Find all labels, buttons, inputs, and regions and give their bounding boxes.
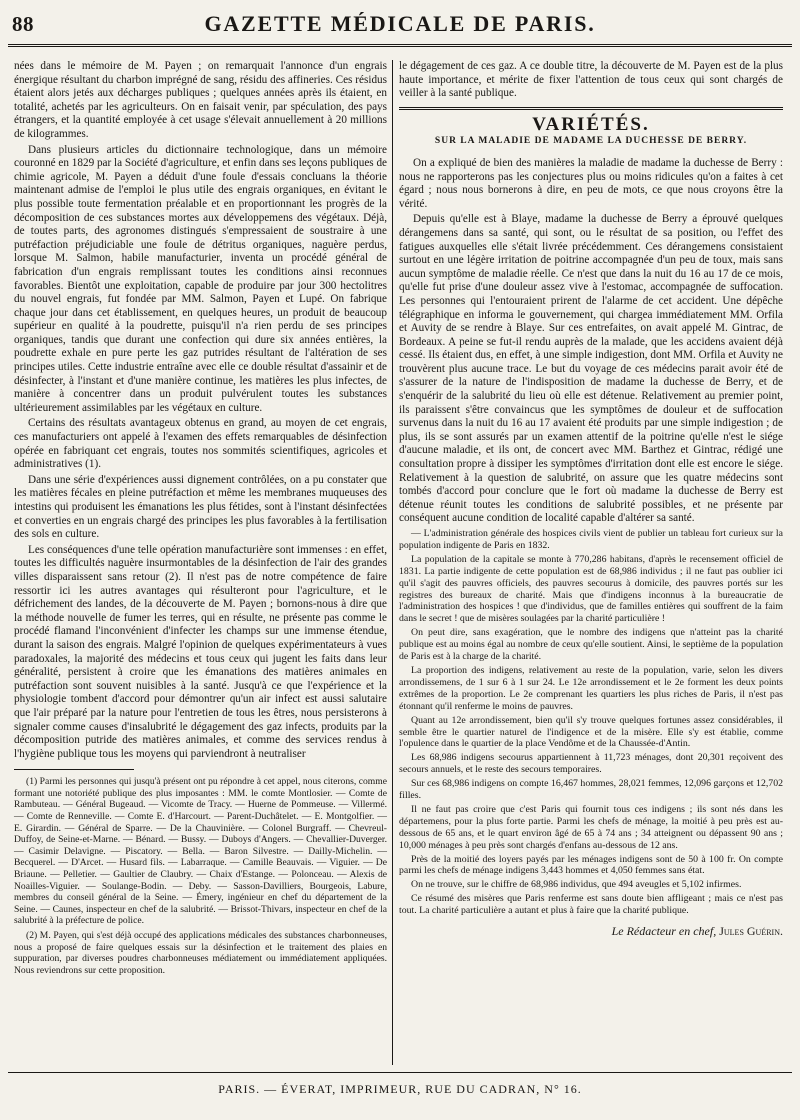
news-paragraph: Quant au 12e arrondissement, bien qu'il s'y trouve quelques fortunes assez considérables, il semble être le quartier naturel de l'indigence et de la misère. Elle s'y est établie, comme l'opulence dans le quartier de la place Vendôme et de la Chaussée-d'Antin. <box>399 714 783 750</box>
editor-signature <box>399 925 783 939</box>
section-rule <box>399 107 783 110</box>
footnote: (1) Parmi les personnes qui jusqu'à présent ont pu répondre à cet appel, nous citerons, comme formant une notoriété publique des plus imposantes : MM. le comte Montlosier. — Comte de Rambuteau. — Général Bugeaud. — Vicomte de Tracy. — Huerne de Pommeuse. — Villermé. — Comte de Renneville. — Comte E. d'Harcourt. — Parent-Duchâtelet. — E. Montgolfier. — E. Girardin. — Général de Sparre. — De la Chauvinière. — Colonel Burgraff. — Chevreul-Duffoy, de Seine-et-Marne. — Bénard. — Bussy. — Duboys d'Angers. — Chevallier-Duverger. — Casimir Delavigne. — Piscatory. — Bella. — Baron Silvestre. — Dailly-Michelin. — Becquerel. — D'Arcet. — Husard fils. — Labarraque. — Camille Beauvais. — Viguier. — De Briaune. — Pelletier. — Gaultier de Claubry. — Chaix d'Estange. — Polonceau. — Alexis de Noailles-Viguier. — Soulange-Bodin. — Deby. — Sasson-Davilliers, Bourgeois, Labure, membres du conseil général de la Seine. — Émery, ingénieur en chef du département de la Seine. — Caunes, inspecteur en chef de la salubrité. — Brissot-Thivars, inspecteur en chef de la salubrité à la préfecture de police. <box>14 776 387 927</box>
footnote: (2) M. Payen, qui s'est déjà occupé des applications médicales des substances charbonneuses, nous a proposé de faire quelques essais sur la désinfection et le traitement des plaies en suppuration, par diverses poudres charbonneuses médiatement ou immédiatement appliquées. Nous reviendrons sur cette proposition. <box>14 930 387 976</box>
news-paragraph: Près de la moitié des loyers payés par les ménages indigens sont de 50 à 100 fr. On compte parmi les chefs de ménage indigens 3,443 hommes et 4,050 femmes sans état. <box>399 853 783 877</box>
article-paragraph: Dans une série d'expériences aussi dignement contrôlées, on a pu constater que les matières fécales en pleine putréfaction et même les membranes muqueuses des intestins qui produisent les émanations les plus fétides, sont à l'instant désinfectées et converties en un engrais chargé des principes les plus favorables à la fertilisation des sols en culture. <box>14 473 387 541</box>
left-column <box>14 60 387 979</box>
article-paragraph: Depuis qu'elle est à Blaye, madame la duchesse de Berry a éprouvé quelques dérangemens dans sa santé, qui sont, ou le résultat de sa position, ou l'effet des fatigues auxquelles elle s'était livrée précédemment. Ces dérangemens consistaient surtout en une légère irritation de poitrine accompagnée d'un peu de toux, mais sans aucun symptôme de maladie réelle. Ce n'est que dans la nuit du 16 au 17 de ce mois, qu'elle fut prise d'une douleur assez vive à l'estomac, accompagnée de suffocation. Les personnes qui l'entouraient prirent de l'alarme de cet accident. Une dépêche télégraphique en informa le gouvernement, qui chargea immédiatement MM. Orfila et Auvity de se rendre à Blaye. Sur ces entrefaites, on avait appelé M. Gintrac, de Bordeaux. A peine se fut-il rendu auprès de la malade, que les accidens avaient déjà cessé. Ils étaient dus, en effet, à une simple indigestion, dont MM. Orfila et Auvity ne trouvèrent plus aucune trace. Le but du voyage de ces médecins parait avoir été de s'assurer de la nature de l'indisposition de madame la duchesse de Berry, et de s'enquérir de la salubrité du lieu où elle est détenue. Relativement au premier point, ils paraissent s'être convaincus que les symptômes de douleur et de suffocation survenus dans la nuit du 16 au 17 avaient été produits par une simple indigestion ; de plus, ils se sont assurés par un examen attentif de la poitrine qu'elle n'est le siége d'aucune maladie, et ils ont, de concert avec MM. Barthez et Gintrac, rédigé une consultation propre à dissiper les symptômes d'irritation dont elle est encore le siége. Relativement à la question de salubrité, on assure que les quatre médecins sont tombés d'accord pour conclure que le fort où madame la duchesse de Berry est détenue réunit toutes les conditions de salubrité possibles, et ne présente par conséquent aucune condition de localité capable d'altérer sa santé. <box>399 213 783 525</box>
page-header <box>8 10 792 44</box>
news-paragraph: On ne trouve, sur le chiffre de 68,986 individus, que 494 aveugles et 5,102 infirmes. <box>411 879 742 891</box>
article-paragraph: On a expliqué de bien des manières la maladie de madame la duchesse de Berry : nous ne rapporterons pas les conjectures plus ou moins ridicules qu'on a faites à cet égard ; nous nous bornerons à dire, en peu de mots, ce que nous croyons être la vérité. <box>399 156 783 210</box>
footnotes <box>14 776 387 976</box>
article-paragraph: Dans plusieurs articles du dictionnaire technologique, dans un mémoire couronné en 1829 par la Société d'agriculture, et enfin dans ses leçons publiques de chimie agricole, M. Payen a déduit d'une foule d'essais concluans la théorie maintenant admise de l'emploi le plus utile des engrais organiques, en évitant le plus possible toute fermentation préalable et en proportionnant les progrès de la décomposition de ces substances mortes aux développemens des végétaux. Déjà, de toutes parts, des agronomes distingués s'empressaient de soustraire à une putréfaction préjudiciable une foule de détritus organiques, naguère perdus, lorsque M. Salmon, habile manufacturier, inventa un procédé général de fabrication d'un engrais remplissant toutes les conditions ainsi reconnues favorables. Bientôt une exploitation, capable de produire par jour 300 hectolitres du nouvel engrais, fut fondée par MM. Salmon, Payen et Lupé. On fabrique chaque jour dans cet établissement, en quelques heures, un produit de beaucoup supérieur en qualité à la poudrette, puisqu'il n'a rien perdu de ses principes organiques, tandis que durant une confection qui dure six années entières, la poudrette exhale en pure perte les gaz putrides résultant de l'altération de ses principes utiles. Cette industrie entraîne avec elle ce double résultat d'assainir et de désinfecter, à l'instant et d'une manière continue, les matières les plus infectes, de manière à concentrer dans un produit pulvérulent toutes les substances ultérieurement assimilables par les végétaux en culture. <box>14 143 387 414</box>
news-paragraph: — L'administration générale des hospices civils vient de publier un tableau fort curieux sur la population indigente de Paris en 1832. <box>399 528 783 551</box>
news-paragraph: Il ne faut pas croire que c'est Paris qui fournit tous ces indigens ; ils sont nés dans les départemens, pour la plus forte partie. Parmi les chefs de ménage, la moitié à peu près est au-dessous de 65 ans, et le quart environ âgé de 65 à 74 ans ; 34 atteignent ou dépassent 90 ans ; 10,000 ménages à peu près sont chargés d'enfans au-dessous de 12 ans. <box>399 803 783 851</box>
footnotes-rule <box>14 769 134 770</box>
section-subtitle: SUR LA MALADIE DE MADAME LA DUCHESSE DE BERRY. <box>434 136 748 147</box>
column-divider <box>392 60 393 1065</box>
article-continuation: le dégagement de ces gaz. A ce double titre, la découverte de M. Payen est de la plus haute importance, et mérite de fixer l'attention de tous ceux qui sont chargés de veiller à la santé publique. <box>399 60 783 100</box>
article-paragraph: Certains des résultats avantageux obtenus en grand, au moyen de cet engrais, ces manufacturiers ont appelé à l'examen des effets remarquables de désinfection opérée en fabriquant cet engrais, toutes nos sommités scientifiques, agricoles et administratives (1). <box>14 417 387 471</box>
news-paragraph: La population de la capitale se monte à 770,286 habitans, d'après le recensement officiel de 1831. La partie indigente de cette population est de 68,986 individus ; il ne faut pas oublier ici qu'il s'agit des pauvres officiels, des pauvres secourus à domicile, des pauvres portés sur les registres des bureaux de charité. Mais que d'indigens inconnus à la bureaucratie de l'administration des hospices ! que d'individus, que de familles entières qui souffrent de la faim dans le secret ! que de misères soulagées par la charité particulière ! <box>399 553 783 625</box>
printer-imprint: PARIS. — ÉVERAT, IMPRIMEUR, RUE DU CADRAN, N° 16. <box>218 1082 582 1096</box>
section-title: VARIÉTÉS. <box>532 113 650 135</box>
footer-rule <box>8 1072 792 1073</box>
signature-prefix: Le Rédacteur en chef, <box>611 924 717 939</box>
article-paragraph: Les conséquences d'une telle opération manufacturière sont immenses : en effet, toutes les difficultés naguère insurmontables de la désinfection de l'air des grandes villes disparaissent sans retour (2). Il n'est pas de notre compétence de faire ressortir ici les autres avantages qui résulteront pour l'agriculture, et le défrichement des landes, de la découverte de M. Payen ; bornons-nous à dire que la méthode nouvelle de fumer les terres, qui en résulte, ne présente pas comme le procédé flamand l'inconvénient d'infecter les champs sur une immense étendue, durant la saison des engrais. Malgré l'opinion de quelques expérimentateurs à vues paradoxales, la majorité des médecins et tous ceux qui jugent les faits dans leur généralité, persistent à croire que les émanations des matières animales en putréfaction sont souvent nuisibles à la santé. Jusqu'à ce que l'expérience et la physiologie tombent d'accord pour démontrer qu'un air infect est aussi salutaire que l'air préparé par la nature pour l'entretien de tous les êtres, nous persisterons à signaler comme causes d'insalubrité le dégagement des gaz infects, produits par la décomposition putride des matières animales, et comme des services rendus à l'hygiène publique tous les moyens qui parviendront à neutraliser <box>14 543 387 760</box>
masthead-title: GAZETTE MÉDICALE DE PARIS. <box>204 11 596 36</box>
news-paragraph: On peut dire, sans exagération, que le nombre des indigens que n'atteint pas la charité publique est au moins égal au nombre de ceux qu'elle soutient. Ainsi, le septième de la population de Paris est à la charge de la charité. <box>399 627 783 663</box>
news-paragraph: Sur ces 68,986 indigens on compte 16,467 hommes, 28,021 femmes, 12,096 garçons et 12,702 filles. <box>399 778 783 802</box>
article-paragraph: nées dans le mémoire de M. Payen ; on remarquait l'annonce d'un engrais énergique résultant du charbon imprégné de sang, résidu des affineries. Ces résidus étaient alors jetés aux décharges publiques ; quelques années après ils étaient, en totalité, achetés par les agriculteurs. On en faisait venir, par spéculation, des pays étrangers, et la quantité employée à cet usage s'élevait annuellement à 20 millions de kilogrammes. <box>14 60 387 140</box>
header-rule <box>8 44 792 47</box>
news-paragraph: La proportion des indigens, relativement au reste de la population, varie, selon les divers arrondissemens, de 1 sur 6 à 1 sur 24. Le 12e arrondissement et le 2e forment les deux points extrêmes de la proportion. Le 2e comprenant les quartiers les plus riches de Paris, il n'est pas étonnant qu'il renferme le moins de pauvres. <box>399 664 783 712</box>
news-paragraph: Les 68,986 indigens secourus appartiennent à 11,723 ménages, dont 20,301 reçoivent des secours annuels, et le reste des secours temporaires. <box>399 752 783 776</box>
news-paragraph: Ce résumé des misères que Paris renferme est sans doute bien affligeant ; mais ce n'est pas tout. La charité particulière a autant et plus à faire que la charité publique. <box>399 893 783 917</box>
right-column <box>399 60 783 939</box>
signature-name: Jules Guérin. <box>719 924 783 939</box>
page-number: 88 <box>12 12 34 36</box>
news-items <box>399 528 783 917</box>
